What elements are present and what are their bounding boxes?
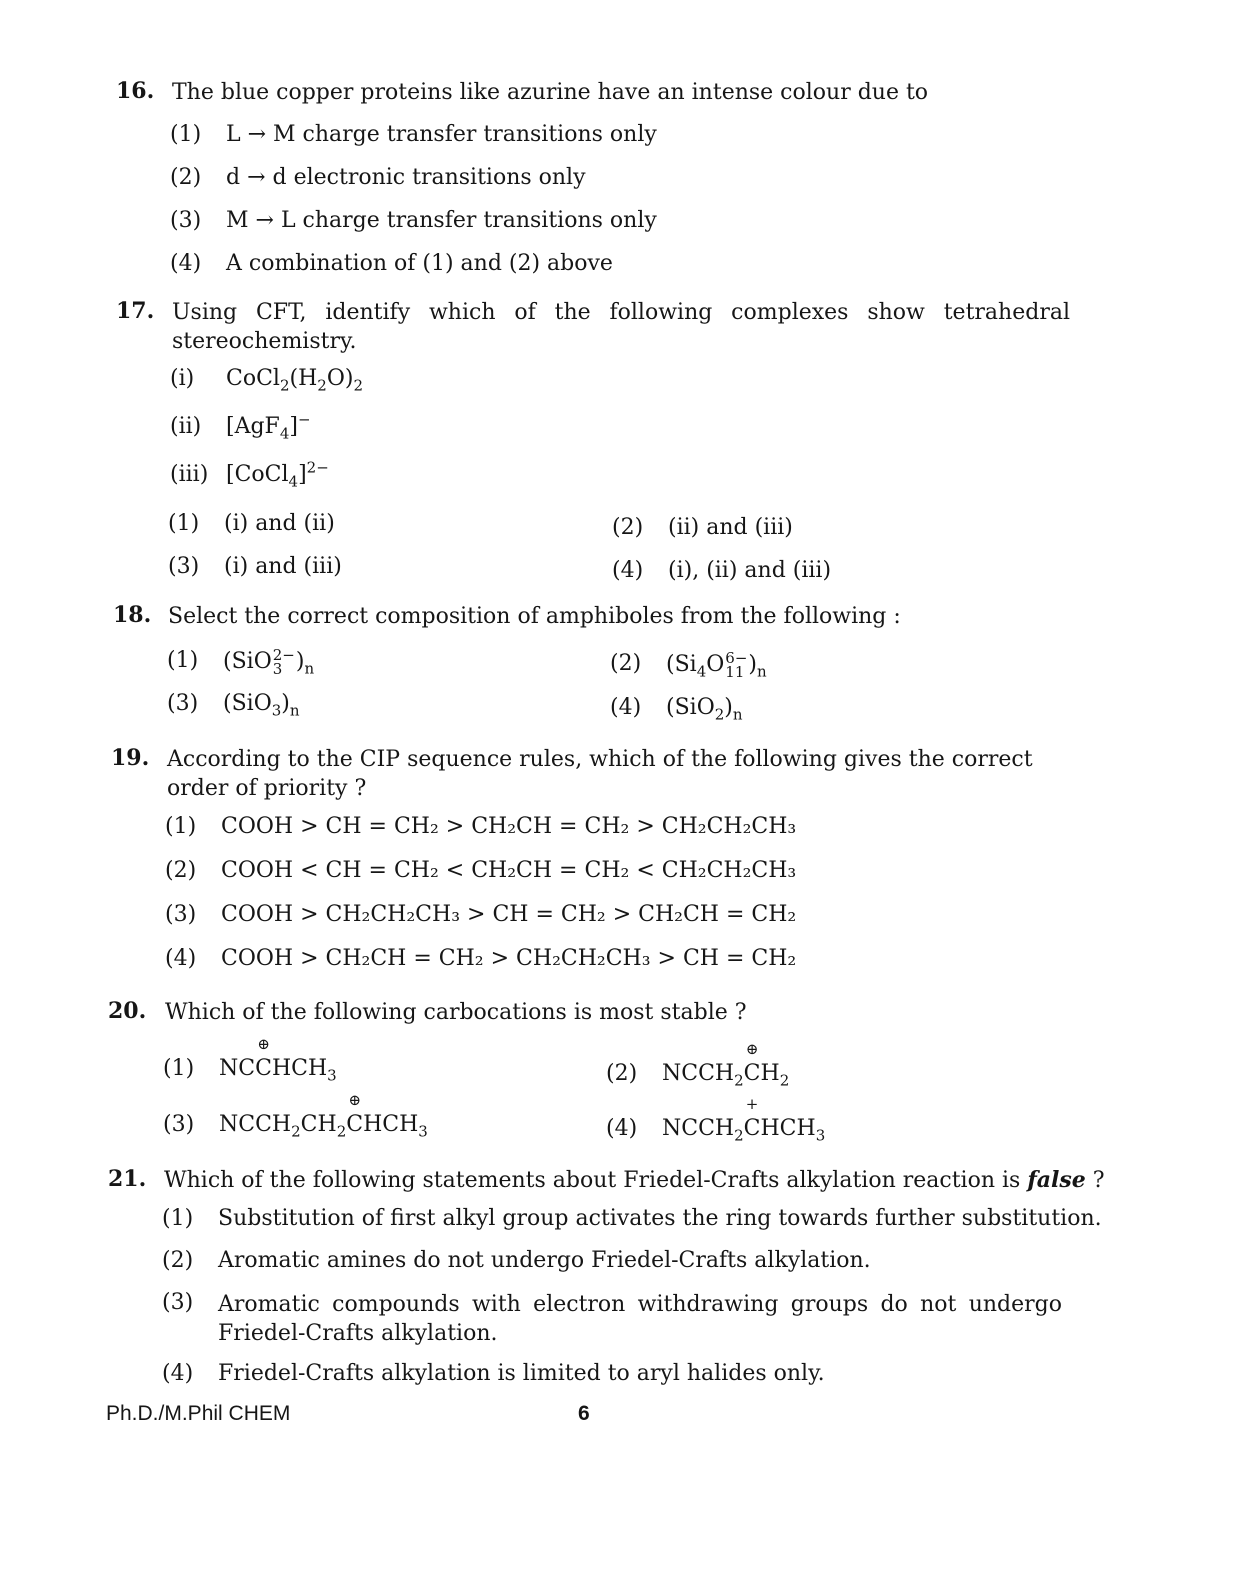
formula: ($Si_4O$ 6− 11 )$_n$ [666,649,767,681]
question-number: 16. [116,78,155,104]
formula: $(SiO_2)_n$ [666,695,743,724]
formula: [AgF$_4$]− [226,410,311,443]
formula: $(SiO_3)_n$ [223,691,300,720]
positive-charge-icon: ⊕ [348,1091,361,1109]
page-number: 6 [578,1402,590,1425]
formula: NC ⊕ $CHCH_3$ [219,1035,337,1085]
question-number: 18. [113,602,152,628]
emphasis-false: false [1027,1167,1086,1193]
question-number: 17. [116,298,155,324]
question-text: Which of the following statements about Friedel-Crafts alkylation reaction is false ? [164,1167,1105,1193]
positive-charge-icon: ⊕ [257,1035,270,1053]
question-text: Select the correct composition of amphiboles from the following : [168,604,901,629]
question-text: According to the CIP sequence rules, which of the following gives the correct order of priority ? [167,747,1033,801]
formula: $CoCl_2(H_2O)_2$ [226,366,363,395]
formula: $NCCH_2$ + $CHCH_3$ [662,1095,826,1145]
footer-course-code: Ph.D./M.Phil CHEM [106,1402,291,1425]
question-text: The blue copper proteins like azurine have an intense colour due to [172,80,929,105]
formula: $NCCH_2CH_2$ ⊕ $CHCH_3$ [219,1091,428,1141]
exam-page: 16. The blue copper proteins like azurine have an intense colour due to (1) L → M charge transfer transitions only (2) d → d electronic transitions only (3) M → L charge transfer transitions only (4) A combination of (1) and (2) above 17. Using CFT, identify which of the following complexes show tetrahedral stereochemistry. (i) $CoCl_2(H_2O)_2$ (ii) [AgF$_4$]− (iii) [CoCl$_4$]$^{2-}$ (1) (i) and (ii) (2) (ii) and (iii) (3) (i) and (iii) (4) (i), (ii) and (iii) 18. Select the correct composition of amphiboles from the following : (1) (SiO 2− 3 )$_n$ (2) ($Si_4O$ 6− 11 )$_n$ (3) $(SiO_3)_n$ (4) $(SiO_2)_n$ 19. According to the CIP sequence rules, which of the following gives the correct order of priority ? (1) COOH > CH = CH₂ > CH₂CH = CH₂ > CH₂CH₂CH₃ (2) COOH < CH = CH₂ < CH₂CH = CH₂ < CH₂CH₂CH₃ (3) COOH > CH₂CH₂CH₃ > CH = CH₂ > CH₂CH = CH₂ (4) COOH > CH₂CH = CH₂ > CH₂CH₂CH₃ > CH = CH₂ 20. Which of the following carbocations is most stable ? (1) NC ⊕ $CHCH_3$ (2) $NCCH_2$ ⊕ $CH_2$ (3) $NCCH_2CH_2$ ⊕ $CHCH_3$ (4) $NCCH_2$ + $CHCH_3$ 21. Which of the following statements about Friedel-Crafts alkylation reaction is false ? (1) Substitution of first alkyl group activates the ring towards further substitution. (2) Aromatic amines do not undergo Friedel-Crafts alkylation. (3) Aromatic compounds with electron withdrawing groups do not undergo Friedel-Crafts alkylation. (4) Friedel-Crafts alkylation is limited to aryl halides only. Ph.D./M.Phil CHEM 6 [106,78,1105,1425]
question-text: Using CFT, identify which of the following complexes show tetrahedral stereochemistry. [172,300,1070,354]
question-number: 19. [111,745,150,771]
positive-charge-icon: ⊕ [745,1040,759,1058]
question-text: Which of the following carbocations is most stable ? [165,1000,747,1025]
formula: (SiO 2− 3 )$_n$ [223,646,315,678]
formula: $NCCH_2$ ⊕ $CH_2$ [662,1040,790,1090]
question-number: 21. [108,1166,147,1192]
plus-charge-icon: + [745,1095,759,1113]
formula: [CoCl$_4$]$^{2-}$ [226,458,329,491]
question-number: 20. [108,998,147,1024]
